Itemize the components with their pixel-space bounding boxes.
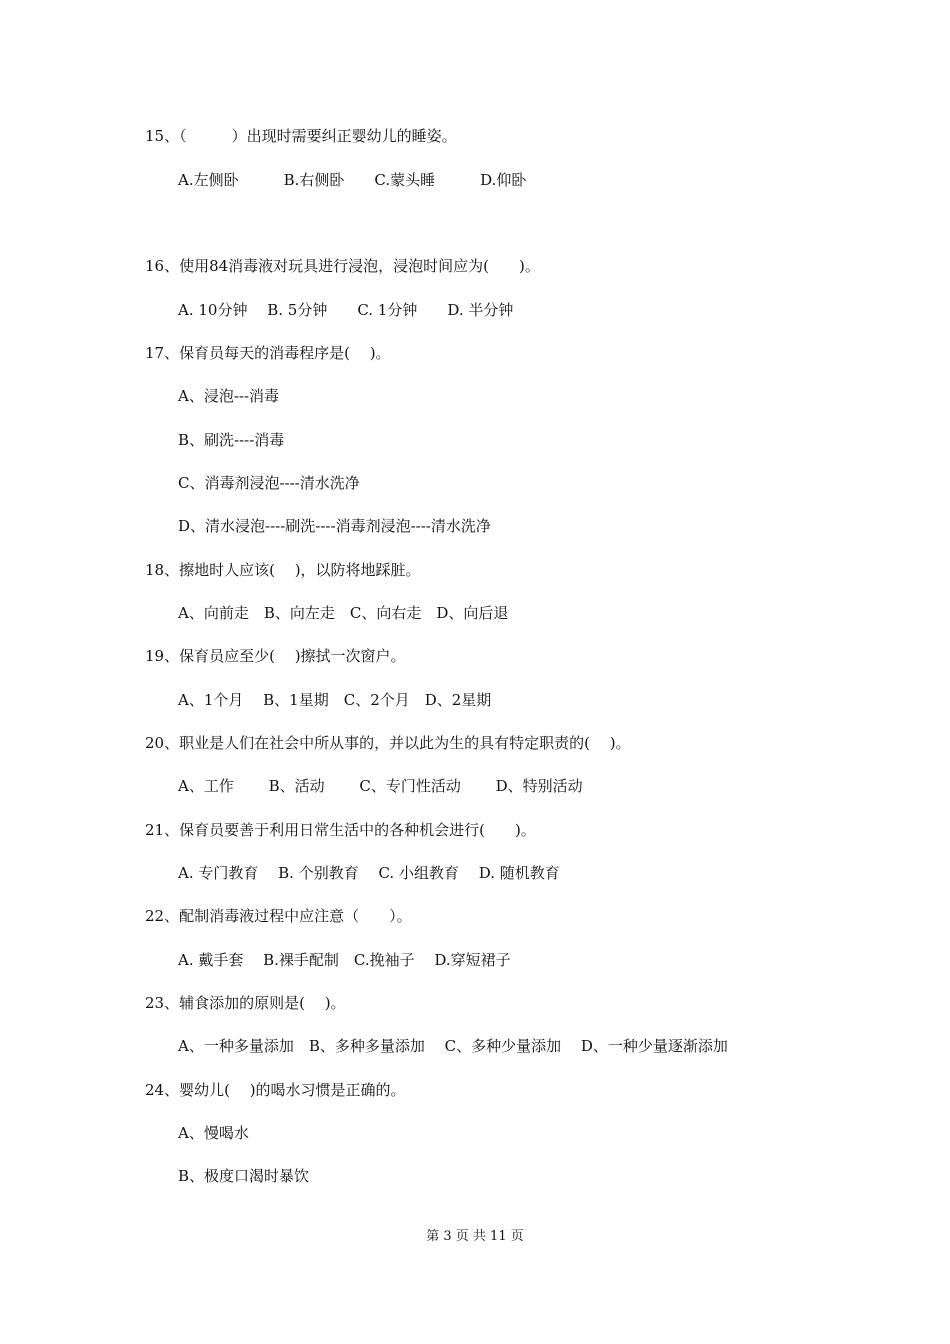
question-18-stem: 18、擦地时人应该( )，以防将地踩脏。: [145, 561, 421, 579]
question-19-options: A、1个月 B、1星期 C、2个月 D、2星期: [178, 691, 492, 709]
question-22-stem: 22、配制消毒液过程中应注意（ ）。: [145, 907, 412, 925]
question-24-stem: 24、婴幼儿( )的喝水习惯是正确的。: [145, 1081, 406, 1099]
question-22-options: A. 戴手套 B.裸手配制 C.挽袖子 D.穿短裙子: [178, 951, 511, 969]
question-20-stem: 20、职业是人们在社会中所从事的，并以此为生的具有特定职责的( )。: [145, 734, 631, 752]
question-17-stem: 17、保育员每天的消毒程序是( )。: [145, 344, 391, 362]
question-18-options: A、向前走 B、向左走 C、向右走 D、向后退: [178, 604, 509, 622]
question-21-options: A. 专门教育 B. 个别教育 C. 小组教育 D. 随机教育: [178, 864, 560, 882]
question-24-option-b: B、极度口渴时暴饮: [178, 1167, 310, 1185]
question-17-option-b: B、刷洗----消毒: [178, 431, 285, 449]
question-23-stem: 23、辅食添加的原则是( )。: [145, 994, 346, 1012]
question-24-option-a: A、慢喝水: [178, 1124, 249, 1142]
question-20-options: A、工作 B、活动 C、专门性活动 D、特别活动: [178, 777, 583, 795]
question-17-option-a: A、浸泡---消毒: [178, 387, 280, 405]
page-number-footer: 第 3 页 共 11 页: [426, 1229, 524, 1244]
question-16-options: A. 10分钟 B. 5分钟 C. 1分钟 D. 半分钟: [178, 301, 514, 319]
question-19-stem: 19、保育员应至少( )擦拭一次窗户。: [145, 647, 406, 665]
question-15-options: A.左侧卧 B.右侧卧 C.蒙头睡 D.仰卧: [178, 171, 527, 189]
question-17-option-c: C、消毒剂浸泡----清水洗净: [178, 474, 360, 492]
question-16-stem: 16、使用84消毒液对玩具进行浸泡，浸泡时间应为( )。: [145, 257, 540, 275]
question-17-option-d: D、清水浸泡----刷洗----消毒剂浸泡----清水洗净: [178, 517, 491, 535]
question-23-options: A、一种多量添加 B、多种多量添加 C、多种少量添加 D、一种少量逐渐添加: [178, 1037, 728, 1055]
question-21-stem: 21、保育员要善于利用日常生活中的各种机会进行( )。: [145, 821, 536, 839]
question-15-stem: 15、（ ）出现时需要纠正婴幼儿的睡姿。: [145, 127, 457, 145]
